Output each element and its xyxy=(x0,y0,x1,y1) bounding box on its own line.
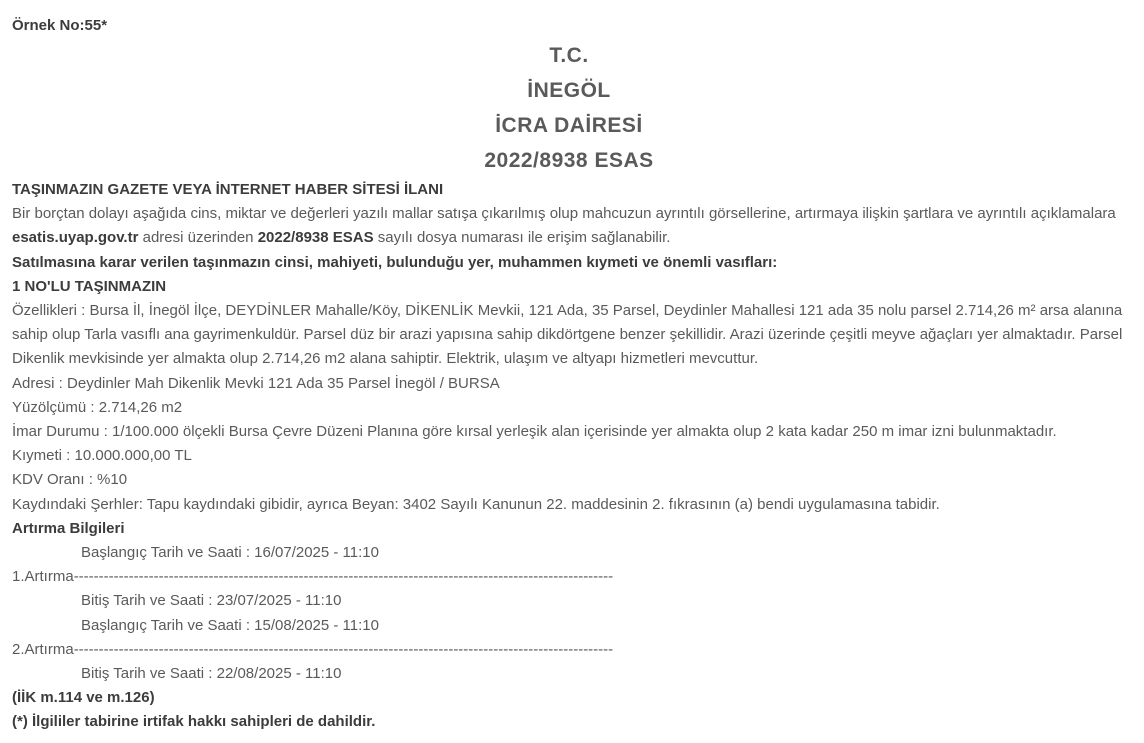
auction2-end: Bitiş Tarih ve Saati : 22/08/2025 - 11:10 xyxy=(81,665,342,683)
auction1-end: Bitiş Tarih ve Saati : 23/07/2025 - 11:10 xyxy=(81,592,342,610)
auction2-label: 2.Artırma xyxy=(12,640,74,658)
section-title: Satılmasına karar verilen taşınmazın cinsi, mahiyeti, bulunduğu yer, muhammen kıymeti ve önemli vasıfları: xyxy=(12,253,778,271)
auction1-label: 1.Artırma xyxy=(12,568,74,586)
auction2-divider: ------------------------------------------------------------------------------------------------------------ xyxy=(73,640,614,658)
auction-info-title: Artırma Bilgileri xyxy=(12,519,125,537)
footnote: (*) İlgililer tabirine irtifak hakkı sahipleri de dahildir. xyxy=(12,713,376,731)
intro-text-1: Bir borçtan dolayı aşağıda cins, miktar ve değerleri yazılı mallar satışa çıkarılmış olup mahcuzun ayrıntılı görsellerine, artırmaya ilişkin şartlara ve ayrıntılı açıklamalara xyxy=(12,205,1116,223)
auction1-row xyxy=(12,565,1140,589)
header-tc: T.C. xyxy=(549,44,589,67)
header-office: İCRA DAİRESİ xyxy=(495,114,643,137)
property-address: Adresi : Deydinler Mah Dikenlik Mevki 121 Ada 35 Parsel İnegöl / BURSA xyxy=(12,374,500,392)
auction1-divider: ------------------------------------------------------------------------------------------------------------ xyxy=(73,568,614,586)
header-file-no: 2022/8938 ESAS xyxy=(484,149,654,172)
property-value: Kıymeti : 10.000.000,00 TL xyxy=(12,447,192,465)
intro-paragraph xyxy=(12,202,1140,250)
document-header xyxy=(12,38,1140,178)
property-vat: KDV Oranı : %10 xyxy=(12,471,128,489)
header-city: İNEGÖL xyxy=(527,79,611,102)
property-zoning: İmar Durumu : 1/100.000 ölçekli Bursa Çevre Düzeni Planına göre kırsal yerleşik alan içerisinde yer almakta olup 2 kata kadar 250 m imar izni bulunmaktadır. xyxy=(12,423,1057,441)
intro-file-no: 2022/8938 ESAS xyxy=(257,229,374,247)
esatis-link[interactable]: esatis.uyap.gov.tr xyxy=(12,229,139,247)
auction2-row xyxy=(12,638,1140,662)
auction2-start: Başlangıç Tarih ve Saati : 15/08/2025 - 11:10 xyxy=(81,616,379,634)
notice-title: TAŞINMAZIN GAZETE VEYA İNTERNET HABER SİTESİ İLANI xyxy=(12,181,444,198)
law-reference: (İİK m.114 ve m.126) xyxy=(12,689,155,707)
example-number: Örnek No:55* xyxy=(12,17,108,34)
intro-text-2: adresi üzerinden xyxy=(138,229,258,247)
property-area: Yüzölçümü : 2.714,26 m2 xyxy=(12,398,183,416)
property-title: 1 NO'LU TAŞINMAZIN xyxy=(12,277,167,295)
auction1-start: Başlangıç Tarih ve Saati : 16/07/2025 - 11:10 xyxy=(81,544,379,562)
intro-text-3: sayılı dosya numarası ile erişim sağlanabilir. xyxy=(373,229,671,247)
property-annotations: Kaydındaki Şerhler: Tapu kaydındaki gibidir, ayrıca Beyan: 3402 Sayılı Kanunun 22. maddesinin 2. fıkrasının (a) bendi uygulamasına tabidir. xyxy=(12,495,940,513)
property-features: Özellikleri : Bursa İl, İnegöl İlçe, DEYDİNLER Mahalle/Köy, DİKENLİK Mevkii, 121 Ada, 35 Parsel, Deydinler Mahallesi 121 ada 35 nolu parsel 2.714,26 m² arsa alanına sahip olup Tarla vasıflı ana gayrimenkuldür. Parsel düz bir arazi yapısına sahip dikdörtgene benzer şekillidir. Arazi üzerinde çeşitli meyve ağaçları yer almaktadır. Parsel Dikenlik mevkisinde yer almakta olup 2.714,26 m2 alana sahiptir. Elektrik, ulaşım ve altyapı hizmetleri mevcuttur. xyxy=(12,302,1123,368)
